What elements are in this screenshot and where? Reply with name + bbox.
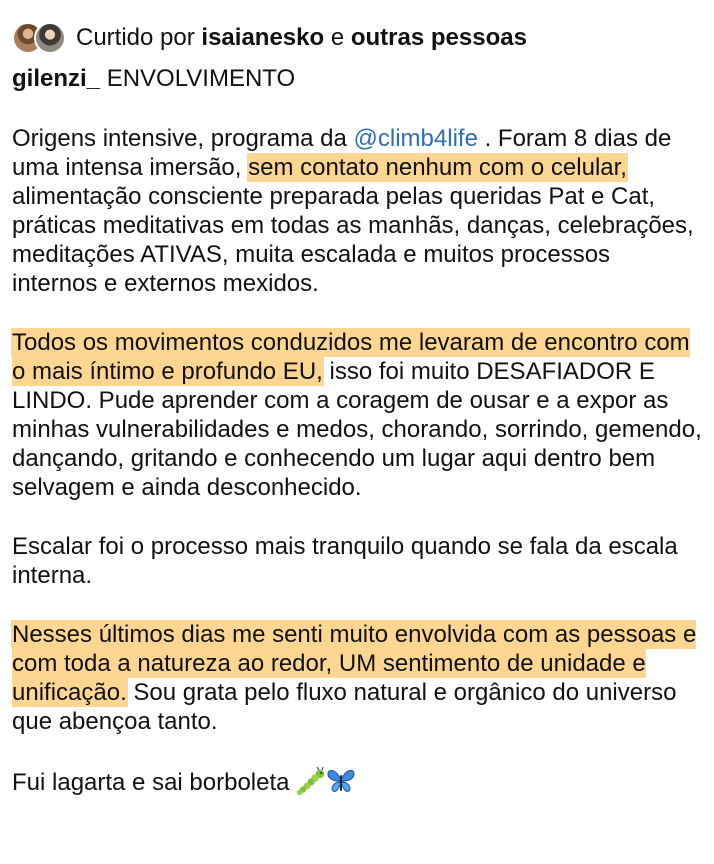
- highlighted-text: Todos os movimentos conduzidos me levaram de encontro com o mais íntimo e profundo EU,: [12, 329, 690, 385]
- caterpillar-icon: [296, 766, 326, 796]
- likes-others-link[interactable]: outras pessoas: [350, 24, 527, 51]
- caption-body: [12, 124, 702, 827]
- likes-connector: e: [330, 24, 345, 51]
- caption-paragraph-5: [12, 766, 702, 797]
- text-segment: Fui lagarta e sai borboleta: [12, 769, 297, 796]
- text-segment: Sou grata pelo fluxo natural e orgânico do universo que abençoa tanto.: [12, 679, 677, 735]
- caption-header: [12, 64, 295, 94]
- likes-summary: [76, 24, 527, 52]
- liker-avatars[interactable]: [12, 21, 72, 55]
- text-segment: Origens intensive, programa da: [12, 125, 354, 152]
- caption-paragraph-1: [12, 124, 702, 298]
- likes-row: [12, 20, 527, 56]
- highlighted-text: sem contato nenhum com o celular,: [248, 154, 627, 181]
- caption-paragraph-2: [12, 328, 702, 502]
- text-segment: . Foram 8 dias de uma intensa imersão,: [12, 125, 672, 181]
- caption-username-link[interactable]: gilenzi_: [12, 65, 101, 92]
- text-segment: Escalar foi o processo mais tranquilo quando se fala da escala interna.: [12, 533, 678, 589]
- liker-username-link[interactable]: isaianesko: [201, 24, 325, 51]
- mention-link[interactable]: @climb4life: [353, 125, 478, 152]
- caption-paragraph-3: [12, 532, 702, 590]
- butterfly-icon: [326, 766, 356, 796]
- text-segment: alimentação consciente preparada pelas queridas Pat e Cat, práticas meditativas em todas as manhãs, danças, celebrações, meditações ATIVAS, muita escalada e muitos processos internos e externos mexidos.: [12, 183, 694, 297]
- text-segment: isso foi muito DESAFIADOR E LINDO. Pude aprender com a coragem de ousar e a expor as minhas vulnerabilidades e medos, chorando, sorrindo, gemendo, dançando, gritando e conhecendo um lugar aqui dentro bem selvagem e ainda desconhecido.: [12, 358, 702, 501]
- avatar: [34, 22, 66, 54]
- caption-title: ENVOLVIMENTO: [106, 65, 296, 92]
- caption-paragraph-4: [12, 620, 702, 736]
- highlighted-text: Nesses últimos dias me senti muito envolvida com as pessoas e com toda a natureza ao redor, UM sentimento de unidade e unificação.: [12, 621, 697, 706]
- likes-prefix: Curtido por: [76, 24, 195, 51]
